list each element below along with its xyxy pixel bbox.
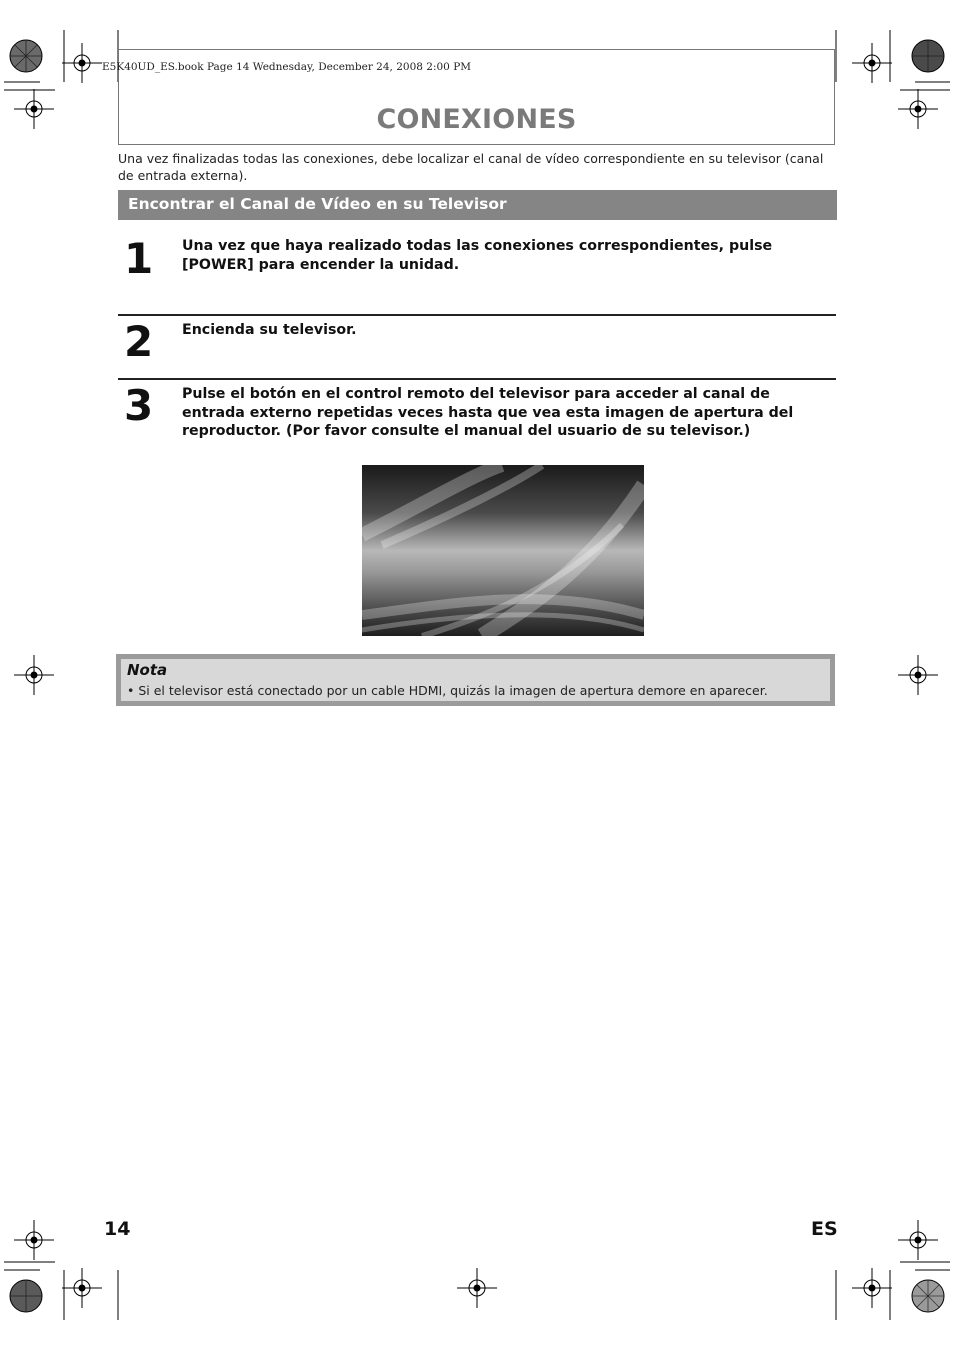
intro-paragraph: Una vez finalizadas todas las conexiones, debe localizar el canal de vídeo correspondiente en su televisor (canal de entrada externa).: [118, 151, 824, 183]
step-number: 3: [124, 381, 154, 430]
registration-mark-icon: [852, 43, 892, 83]
step-text: Una vez que haya realizado todas las conexiones correspondientes, pulse [POWER] para encender la unidad.: [182, 238, 773, 273]
registration-mark-icon: [898, 89, 938, 129]
registration-mark-icon: [62, 43, 102, 83]
registration-mark-icon: [898, 655, 938, 695]
registration-mark-icon: [898, 1220, 938, 1260]
registration-mark-icon: [852, 1268, 892, 1308]
language-code: ES: [811, 1218, 838, 1240]
note-title: Nota: [127, 661, 168, 679]
file-info: E5K40UD_ES.book Page 14 Wednesday, December 24, 2008 2:00 PM: [102, 61, 472, 73]
registration-mark-icon: [62, 1268, 102, 1308]
note-box: [116, 654, 835, 706]
step-text: Encienda su televisor.: [182, 322, 357, 338]
step-divider: [118, 314, 836, 316]
registration-mark-icon: [14, 89, 54, 129]
color-target-icon: [8, 1278, 44, 1314]
player-opening-screen-image: [362, 465, 644, 636]
page-number: 14: [104, 1218, 131, 1240]
step-number: 2: [124, 317, 154, 366]
section-title: Encontrar el Canal de Vídeo en su Televisor: [128, 195, 507, 213]
color-target-icon: [8, 38, 44, 74]
step-text: Pulse el botón en el control remoto del televisor para acceder al canal de entrada externo repetidas veces hasta que vea esta imagen de apertura del reproductor. (Por favor consulte el manual del usuario de su televisor.): [182, 386, 794, 439]
page-title: CONEXIONES: [376, 104, 577, 135]
step-divider: [118, 378, 836, 380]
registration-mark-icon: [457, 1268, 497, 1308]
note-item: • Si el televisor está conectado por un cable HDMI, quizás la imagen de apertura demore en aparecer.: [127, 683, 768, 698]
step-number: 1: [124, 234, 154, 283]
color-target-icon: [910, 1278, 946, 1314]
registration-mark-icon: [14, 655, 54, 695]
color-target-icon: [910, 38, 946, 74]
registration-mark-icon: [14, 1220, 54, 1260]
